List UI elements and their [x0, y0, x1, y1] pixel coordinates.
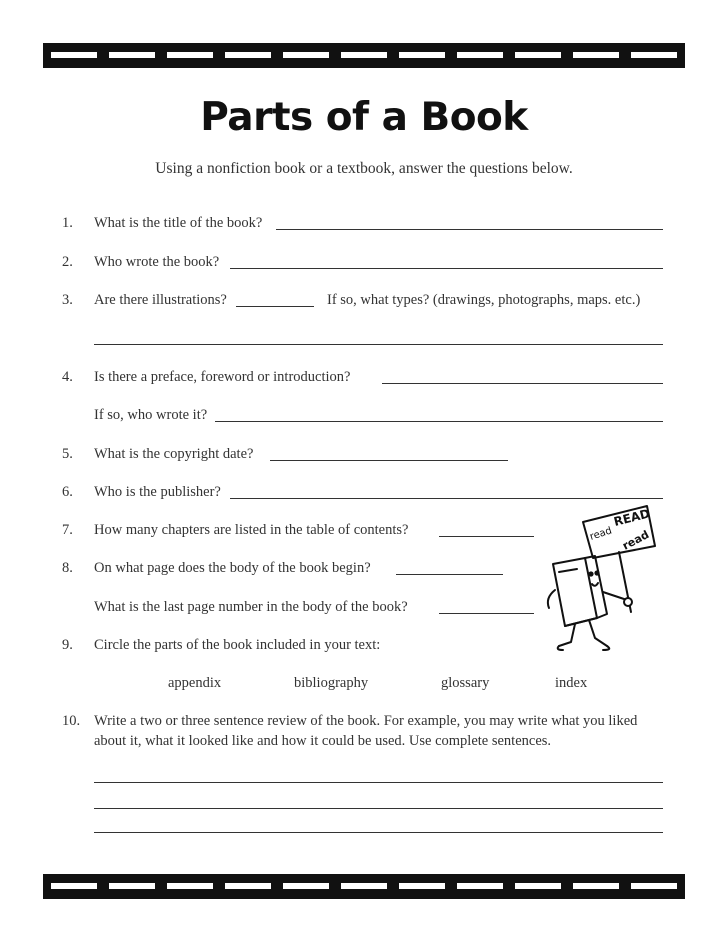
film-hole: [109, 883, 155, 889]
film-hole: [515, 883, 561, 889]
answer-line-3a[interactable]: [236, 306, 314, 307]
question-2-text: Who wrote the book?: [94, 254, 220, 270]
choice-index[interactable]: index: [555, 675, 588, 691]
answer-line-2[interactable]: [230, 268, 663, 269]
film-hole: [399, 883, 445, 889]
sign-word-1: read: [588, 525, 614, 543]
film-hole: [225, 52, 271, 58]
film-hole: [515, 52, 561, 58]
question-5-text: What is the copyright date?: [94, 446, 254, 462]
sign-word-3: read: [620, 527, 652, 553]
film-hole: [109, 52, 155, 58]
film-hole: [51, 52, 97, 58]
film-hole: [225, 883, 271, 889]
answer-line-10b[interactable]: [94, 808, 663, 809]
answer-line-7[interactable]: [439, 536, 534, 537]
question-number-3: 3.: [62, 292, 73, 308]
answer-line-4b[interactable]: [215, 421, 663, 422]
answer-line-8a[interactable]: [396, 574, 503, 575]
question-number-1: 1.: [62, 215, 73, 231]
film-hole: [631, 52, 677, 58]
film-hole: [167, 52, 213, 58]
question-number-8: 8.: [62, 560, 73, 576]
question-7-text: How many chapters are listed in the table of contents?: [94, 522, 409, 538]
film-hole: [573, 52, 619, 58]
question-number-9: 9.: [62, 637, 73, 653]
question-6-text: Who is the publisher?: [94, 484, 221, 500]
film-hole: [457, 883, 503, 889]
film-hole: [399, 52, 445, 58]
question-10-text: Write a two or three sentence review of the book. For example, you may write what you liked about it, what it looked like and how it could be used. Use complete sentences.: [94, 713, 638, 749]
film-hole: [457, 52, 503, 58]
answer-line-10c[interactable]: [94, 832, 663, 833]
sign-word-2: READ: [612, 506, 652, 529]
answer-line-6[interactable]: [230, 498, 663, 499]
page-subtitle: Using a nonfiction book or a textbook, answer the questions below.: [155, 160, 573, 177]
question-4-text: Is there a preface, foreword or introduction?: [94, 369, 351, 385]
question-3-followup: If so, what types? (drawings, photographs, maps. etc.): [327, 292, 641, 308]
question-1-text: What is the title of the book?: [94, 215, 263, 231]
answer-line-10a[interactable]: [94, 782, 663, 783]
question-number-7: 7.: [62, 522, 73, 538]
question-number-6: 6.: [62, 484, 73, 500]
answer-line-3b[interactable]: [94, 344, 663, 345]
question-number-2: 2.: [62, 254, 73, 270]
answer-line-8b[interactable]: [439, 613, 534, 614]
answer-line-1[interactable]: [276, 229, 663, 230]
answer-line-4a[interactable]: [382, 383, 663, 384]
film-hole: [283, 883, 329, 889]
question-4-followup: If so, who wrote it?: [94, 407, 208, 423]
book-mascot-illustration: [535, 500, 665, 660]
film-hole: [631, 883, 677, 889]
film-hole: [283, 52, 329, 58]
question-number-10: 10.: [62, 713, 81, 729]
film-hole: [341, 52, 387, 58]
question-number-5: 5.: [62, 446, 73, 462]
answer-line-5[interactable]: [270, 460, 508, 461]
question-3-text: Are there illustrations?: [94, 292, 227, 308]
bottom-film-strip-border: [43, 874, 685, 899]
top-film-strip-border: [43, 43, 685, 68]
film-hole: [573, 883, 619, 889]
film-hole: [341, 883, 387, 889]
film-hole: [167, 883, 213, 889]
film-hole: [51, 883, 97, 889]
question-number-4: 4.: [62, 369, 73, 385]
question-9-text: Circle the parts of the book included in your text:: [94, 637, 381, 653]
page-title: Parts of a Book: [200, 95, 528, 140]
question-8-text: On what page does the body of the book begin?: [94, 560, 371, 576]
choice-bibliography[interactable]: bibliography: [294, 675, 369, 691]
question-8-followup: What is the last page number in the body of the book?: [94, 599, 408, 615]
choice-glossary[interactable]: glossary: [441, 675, 490, 691]
choice-appendix[interactable]: appendix: [168, 675, 222, 691]
